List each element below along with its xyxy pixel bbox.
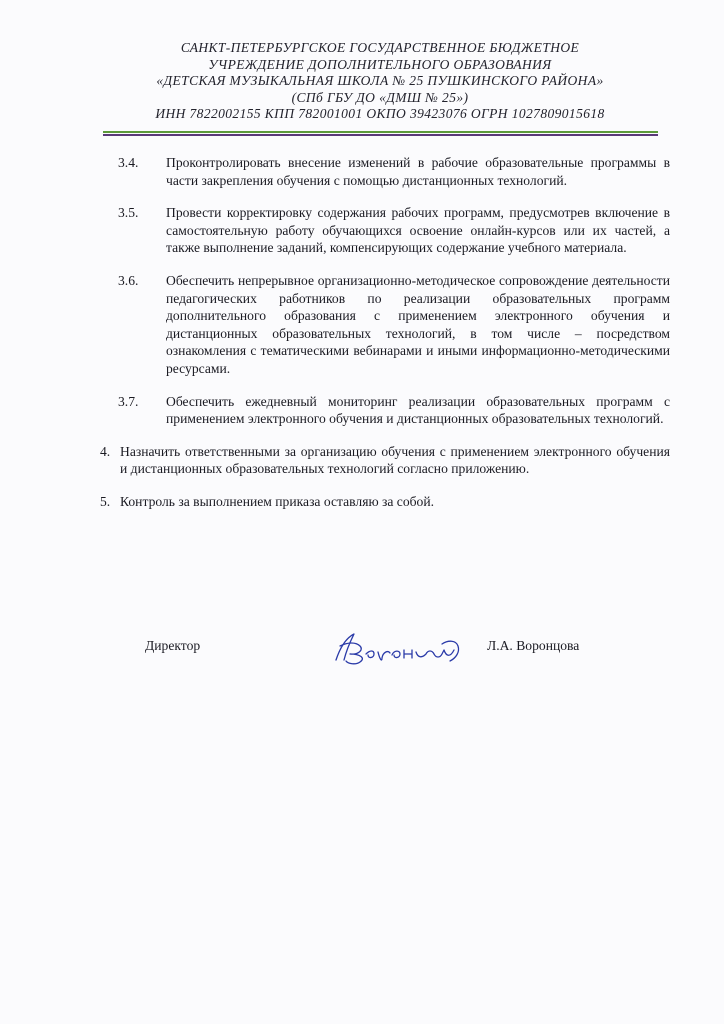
signatory-name: Л.А. Воронцова	[487, 638, 580, 653]
list-item-4	[100, 443, 670, 478]
letterhead-line-5: ИНН 7822002155 КПП 782001001 ОКПО 39423076 ОГРН 1027809015618	[155, 106, 605, 121]
list-item-text: Обеспечить непрерывное организационно-методическое сопровождение деятельности педагогических работников по реализации образовательных программ дополнительного образования с применением электронного обучения и дистанционных образовательных технологий, в том числе – посредством ознакомления с тематическими вебинарами и иными информационно-методическими ресурсами.	[166, 272, 670, 376]
list-item-text: Обеспечить ежедневный мониторинг реализации образовательных программ с применением электронного обучения и дистанционных образовательных технологий.	[166, 393, 670, 427]
list-item-text: Проконтролировать внесение изменений в рабочие образовательные программы в части закрепления обучения с помощью дистанционных технологий.	[166, 155, 670, 188]
letterhead-divider-green	[103, 131, 658, 133]
list-item-3-5	[100, 204, 670, 257]
letterhead	[100, 40, 660, 123]
list-item-number: 3.6.	[118, 272, 139, 288]
letterhead-divider-purple	[103, 134, 658, 136]
list-item-number: 3.5.	[118, 205, 139, 221]
list-item-number: 4.	[100, 443, 111, 459]
letterhead-line-1: САНКТ-ПЕТЕРБУРГСКОЕ ГОСУДАРСТВЕННОЕ БЮДЖЕТНОЕ	[180, 40, 580, 55]
list-item-3-4	[100, 154, 670, 189]
handwritten-signature	[330, 628, 465, 668]
list-item-text: Контроль за выполнением приказа оставляю за собой.	[120, 493, 435, 509]
list-item-3-6	[100, 272, 670, 378]
list-item-number: 3.4.	[118, 155, 139, 170]
list-item-5	[100, 493, 670, 511]
list-item-text: Назначить ответственными за организацию обучения с применением электронного обучения и дистанционных образовательных технологий согласно приложению.	[120, 443, 670, 477]
document-body	[100, 154, 670, 526]
signatory-title: Директор	[145, 638, 201, 653]
letterhead-line-4: (СПб ГБУ ДО «ДМШ № 25»)	[291, 89, 469, 105]
letterhead-line-3: «ДЕТСКАЯ МУЗЫКАЛЬНАЯ ШКОЛА № 25 ПУШКИНСКОГО РАЙОНА»	[156, 73, 604, 88]
list-item-number: 5.	[100, 493, 111, 509]
letterhead-line-2: УЧРЕЖДЕНИЕ ДОПОЛНИТЕЛЬНОГО ОБРАЗОВАНИЯ	[208, 56, 552, 72]
list-item-number: 3.7.	[118, 393, 139, 409]
list-item-text: Провести корректировку содержания рабочих программ, предусмотрев включение в самостоятельную работу обучающихся освоение онлайн-курсов или их частей, а также выполнение заданий, компенсирующих содержание учебного материала.	[166, 205, 670, 256]
list-item-3-7	[100, 393, 670, 428]
signature-block	[145, 636, 605, 676]
